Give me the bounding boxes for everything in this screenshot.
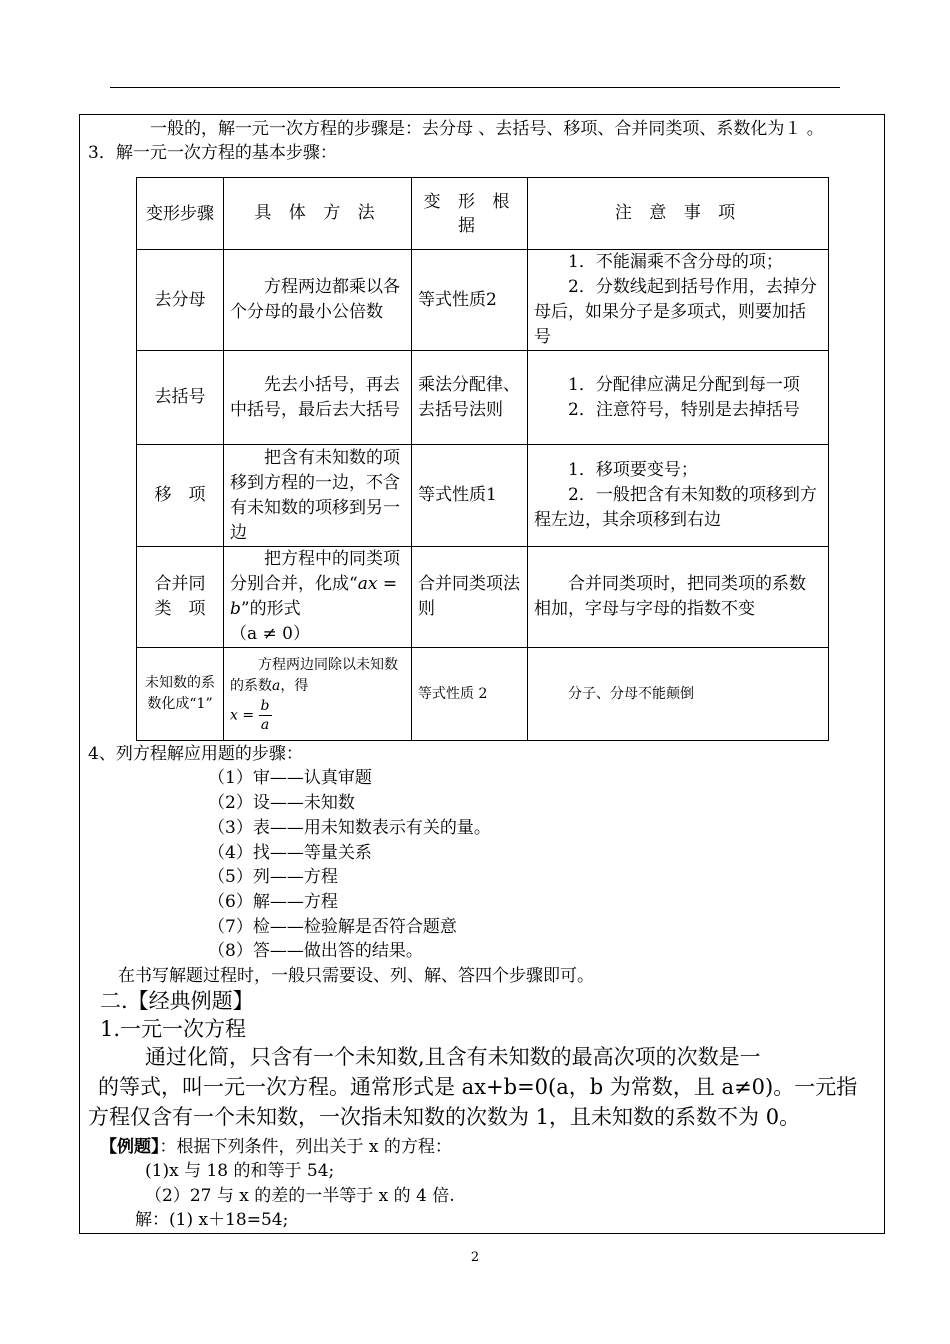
header-step: 变形步骤 bbox=[137, 178, 224, 250]
fraction-denominator: a bbox=[260, 716, 270, 733]
method-condition: （a ≠ 0） bbox=[230, 624, 311, 644]
method-text: ，得 bbox=[280, 677, 309, 694]
step-line: 类 项 bbox=[154, 599, 206, 619]
notes-cell: 分子、分母不能颠倒 bbox=[528, 648, 829, 741]
header-rule bbox=[110, 87, 840, 88]
section4-step: （3）表——用未知数表示有关的量。 bbox=[208, 818, 491, 838]
topic1-text: 方程仅含有一个未知数，一次指未知数的次数为 1，且未知数的系数不为 0。 bbox=[88, 1105, 801, 1129]
section4-step: （1）审——认真审题 bbox=[208, 768, 372, 788]
header-basis: 变 形 根 据 bbox=[412, 178, 528, 250]
section4-step: （8）答——做出答的结果。 bbox=[208, 941, 423, 961]
step-cell: 去分母 bbox=[137, 250, 224, 351]
method-formula: ax = b bbox=[230, 574, 398, 619]
section4-step: （5）列——方程 bbox=[208, 867, 338, 887]
basis-cell: 等式性质2 bbox=[412, 250, 528, 351]
basis-cell: 合并同类项法则 bbox=[412, 547, 528, 648]
topic1-text: 的等式，叫一元一次方程。通常形式是 ax+b=0(a，b 为常数，且 a≠0)。一元指 bbox=[98, 1075, 858, 1099]
method-cell: 先去小括号，再去中括号，最后去大括号 bbox=[224, 351, 412, 445]
note-line: 2．注意符号，特别是去掉括号 bbox=[568, 399, 800, 420]
step-cell bbox=[137, 547, 224, 648]
table-row bbox=[137, 648, 829, 741]
basis-cell: 等式性质1 bbox=[412, 445, 528, 547]
notes-cell bbox=[528, 351, 829, 445]
table-row bbox=[137, 351, 829, 445]
table-row bbox=[137, 445, 829, 547]
method-text: 把方程中的同类项分别合并，化成“ bbox=[230, 549, 400, 594]
section4-note: 在书写解题过程时，一般只需要设、列、解、答四个步骤即可。 bbox=[118, 966, 594, 986]
steps-table bbox=[136, 177, 829, 741]
section4-title: 4、列方程解应用题的步骤： bbox=[88, 744, 303, 764]
example-item: (1)x 与 18 的和等于 54; bbox=[145, 1161, 335, 1181]
basis-cell: 等式性质 2 bbox=[412, 648, 528, 741]
examples-title: 二.【经典例题】 bbox=[100, 989, 254, 1013]
method-text: 方程两边同除以未知数的系数 bbox=[230, 656, 398, 694]
table-row bbox=[137, 250, 829, 351]
intro-line: 一般的，解一元一次方程的步骤是：去分母 、去括号、移项、合并同类项、系数化为１ 。 bbox=[150, 119, 824, 139]
table-header-row bbox=[137, 178, 829, 250]
step-line: 合并同 bbox=[154, 574, 206, 594]
section3-title: 3．解一元一次方程的基本步骤： bbox=[88, 143, 337, 163]
step-cell: 去括号 bbox=[137, 351, 224, 445]
table-row bbox=[137, 547, 829, 648]
solution-line: 解：(1) x＋18=54; bbox=[135, 1210, 289, 1230]
note-line: 2．一般把含有未知数的项移到方程左边，其余项移到右边 bbox=[534, 485, 817, 530]
example-item: （2）27 与 x 的差的一半等于 x 的 4 倍. bbox=[145, 1186, 455, 1206]
example-prompt: ：根据下列条件，列出关于 x 的方程： bbox=[159, 1137, 452, 1157]
method-cell: 把含有未知数的项移到方程的一边，不含有未知数的项移到另一边 bbox=[224, 445, 412, 547]
example-line bbox=[100, 1136, 452, 1158]
section4-step: （2）设——未知数 bbox=[208, 793, 355, 813]
note-line: 2．分数线起到括号作用，去掉分母后，如果分子是多项式，则要加括号 bbox=[534, 277, 817, 347]
page-number: 2 bbox=[470, 1250, 480, 1265]
topic1-title: 1.一元一次方程 bbox=[100, 1017, 247, 1041]
notes-cell bbox=[528, 250, 829, 351]
fraction-numerator: b bbox=[260, 697, 270, 714]
notes-cell: 合并同类项时，把同类项的系数相加，字母与字母的指数不变 bbox=[528, 547, 829, 648]
section4-step: （6）解——方程 bbox=[208, 892, 338, 912]
step-cell: 移 项 bbox=[137, 445, 224, 547]
note-line: 1．不能漏乘不含分母的项； bbox=[568, 252, 783, 272]
step-cell: 未知数的系数化成“1” bbox=[137, 648, 224, 741]
topic1-text: 通过化简，只含有一个未知数,且含有未知数的最高次项的次数是一 bbox=[145, 1045, 761, 1069]
notes-cell bbox=[528, 445, 829, 547]
note-line: 1．分配律应满足分配到每一项 bbox=[568, 374, 800, 395]
formula-lhs: x = bbox=[230, 707, 255, 723]
header-method: 具 体 方 法 bbox=[224, 178, 412, 250]
note-line: 1．移项要变号； bbox=[568, 460, 698, 480]
section4-step: （7）检——检验解是否符合题意 bbox=[208, 917, 457, 937]
method-text: ”的形式 bbox=[240, 599, 301, 619]
method-cell bbox=[224, 547, 412, 648]
method-variable: a bbox=[272, 677, 281, 694]
formula bbox=[230, 697, 405, 734]
basis-cell: 乘法分配律、去括号法则 bbox=[412, 351, 528, 445]
example-label: 【例题】 bbox=[100, 1137, 160, 1157]
method-cell bbox=[224, 648, 412, 741]
fraction bbox=[259, 697, 272, 734]
header-notes: 注 意 事 项 bbox=[528, 178, 829, 250]
method-cell: 方程两边都乘以各个分母的最小公倍数 bbox=[224, 250, 412, 351]
section4-step: （4）找——等量关系 bbox=[208, 843, 372, 863]
